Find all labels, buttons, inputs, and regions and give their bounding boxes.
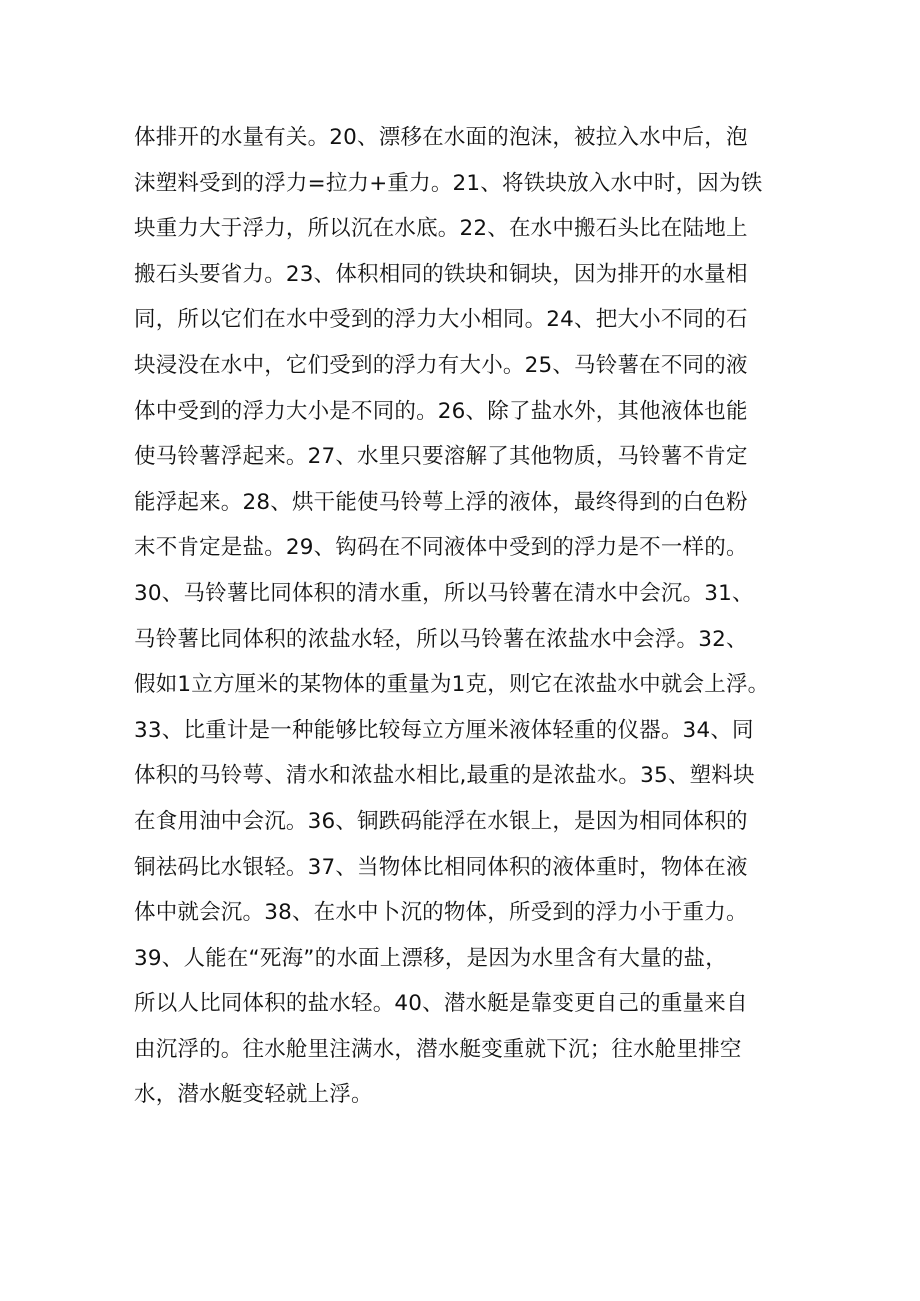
text-line: 马铃薯比同体积的浓盐水轻，所以马铃薯在浓盐水中会浮。32、 [134, 626, 748, 652]
text-line: 水，潜水艇变轻就上浮。 [134, 1082, 373, 1108]
text-line: 能浮起来。28、烘干能使马铃萼上浮的液体，最终得到的白色粉 [134, 489, 748, 515]
text-line: 体积的马铃萼、清水和浓盐水相比,最重的是浓盐水。35、塑料块 [134, 763, 755, 789]
text-line: 39、人能在“死海”的水面上漂移，是因为水里含有大量的盐， [134, 945, 727, 971]
text-line: 搬石头要省力。23、体积相同的铁块和铜块，因为排开的水量相 [134, 261, 748, 287]
text-line: 体中就会沉。38、在水中卜沉的物体，所受到的浮力小于重力。 [134, 900, 748, 926]
body-text [134, 115, 814, 1118]
text-line: 所以人比同体积的盐水轻。40、潜水艇是靠变更自己的重量来自 [134, 991, 748, 1017]
text-line: 末不肯定是盐。29、钩码在不同液体中受到的浮力是不一样的。 [134, 535, 748, 561]
text-line: 块重力大于浮力，所以沉在水底。22、在水中搬石头比在陆地上 [134, 216, 748, 242]
text-line: 33、比重计是一种能够比较每立方厘米液体轻重的仪器。34、同 [134, 717, 754, 743]
text-line: 同，所以它们在水中受到的浮力大小相同。24、把大小不同的石 [134, 307, 748, 333]
text-line: 铜祛码比水银轻。37、当物体比相同体积的液体重时，物体在液 [134, 854, 748, 880]
text-line: 沫塑料受到的浮力=拉力+重力。21、将铁块放入水中时，因为铁 [134, 170, 763, 196]
text-line: 体排开的水量有关。20、漂移在水面的泡沫，被拉入水中后，泡 [134, 125, 748, 150]
text-line: 假如1立方厘米的某物体的重量为1克，则它在浓盐水中就会上浮。 [134, 672, 770, 698]
text-line: 块浸没在水中，它们受到的浮力有大小。25、马铃薯在不同的液 [134, 352, 748, 378]
text-line: 体中受到的浮力大小是不同的。26、除了盐水外，其他液体也能 [134, 398, 748, 424]
text-line: 由沉浮的。往水舱里注满水，潜水艇变重就下沉；往水舱里排空 [134, 1036, 742, 1062]
text-line: 30、马铃薯比同体积的清水重，所以马铃薯在清水中会沉。31、 [134, 580, 754, 606]
text-line: 在食用油中会沉。36、铜跌码能浮在水银上，是因为相同体积的 [134, 808, 748, 834]
text-line: 使马铃薯浮起来。27、水里只要溶解了其他物质，马铃薯不肯定 [134, 444, 748, 470]
